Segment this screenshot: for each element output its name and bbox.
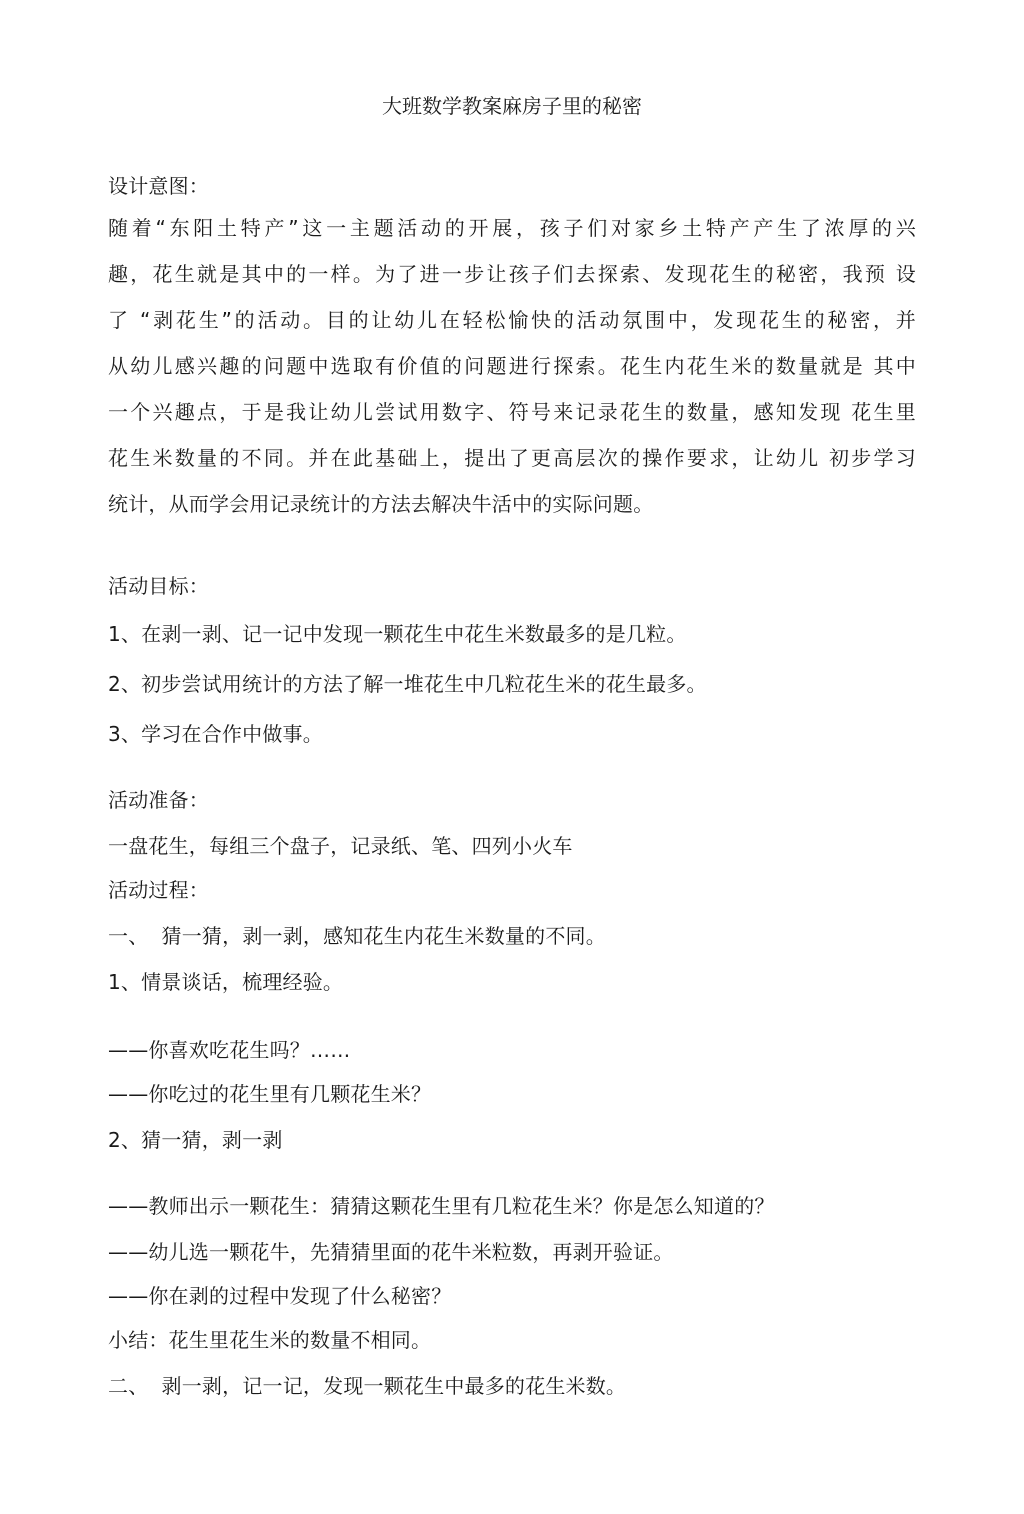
design-line-5: 一个兴趣点，于是我让幼儿尝试用数字、符号来记录花生的数量，感知发现 花生里 <box>108 400 916 424</box>
goal-item-1: 1、在剥一剥、记一记中发现一颗花生中花生米数最多的是几粒。 <box>108 622 687 646</box>
design-line-7: 统计，从而学会用记录统计的方法去解决牛活中的实际问题。 <box>108 492 654 516</box>
design-line-3: 了 “剥花生”的活动。目的让幼儿在轻松愉快的活动氛围中，发现花生的秘密，并 <box>108 308 916 332</box>
goal-item-3: 3、学习在合作中做事。 <box>108 722 323 746</box>
summary: 小结：花生里花生米的数量不相同。 <box>108 1328 432 1352</box>
design-line-4: 从幼儿感兴趣的问题中选取有价值的问题进行探索。花生内花生米的数量就是 其中 <box>108 354 916 378</box>
step-2-heading: 二、 剥一剥，记一记，发现一颗花生中最多的花生米数。 <box>108 1374 627 1398</box>
prep-heading: 活动准备： <box>108 788 209 812</box>
design-line-6: 花生米数量的不同。并在此基础上，提出了更高层次的操作要求，让幼儿 初步学习 <box>108 446 916 470</box>
question-4: ——幼儿选一颗花牛，先猜猜里面的花牛米粒数，再剥开验证。 <box>108 1240 674 1264</box>
step-1-1: 1、情景谈话，梳理经验。 <box>108 970 344 994</box>
question-5: ——你在剥的过程中发现了什么秘密？ <box>108 1284 452 1308</box>
design-line-1: 随着“东阳土特产”这一主题活动的开展，孩子们对家乡土特产产生了浓厚的兴 <box>108 216 916 240</box>
goals-heading: 活动目标： <box>108 574 209 598</box>
question-2: ——你吃过的花生里有几颗花生米？ <box>108 1082 432 1106</box>
design-line-2: 趣，花生就是其中的一样。为了进一步让孩子们去探索、发现花生的秘密，我预 设 <box>108 262 916 286</box>
question-1: ——你喜欢吃花生吗？…… <box>108 1038 351 1062</box>
prep-text: 一盘花生，每组三个盘子，记录纸、笔、四列小火车 <box>108 834 573 858</box>
goal-item-2: 2、初步尝试用统计的方法了解一堆花生中几粒花生米的花生最多。 <box>108 672 707 696</box>
question-3: ——教师出示一颗花生：猜猜这颗花生里有几粒花生米？你是怎么知道的？ <box>108 1194 775 1218</box>
design-heading: 设计意图： <box>108 174 209 198</box>
step-1-heading: 一、 猜一猜，剥一剥，感知花生内花生米数量的不同。 <box>108 924 606 948</box>
step-1-2: 2、猜一猜，剥一剥 <box>108 1128 283 1152</box>
design-paragraph <box>108 214 916 536</box>
process-heading: 活动过程： <box>108 878 209 902</box>
document-title: 大班数学教案麻房子里的秘密 <box>382 94 642 118</box>
